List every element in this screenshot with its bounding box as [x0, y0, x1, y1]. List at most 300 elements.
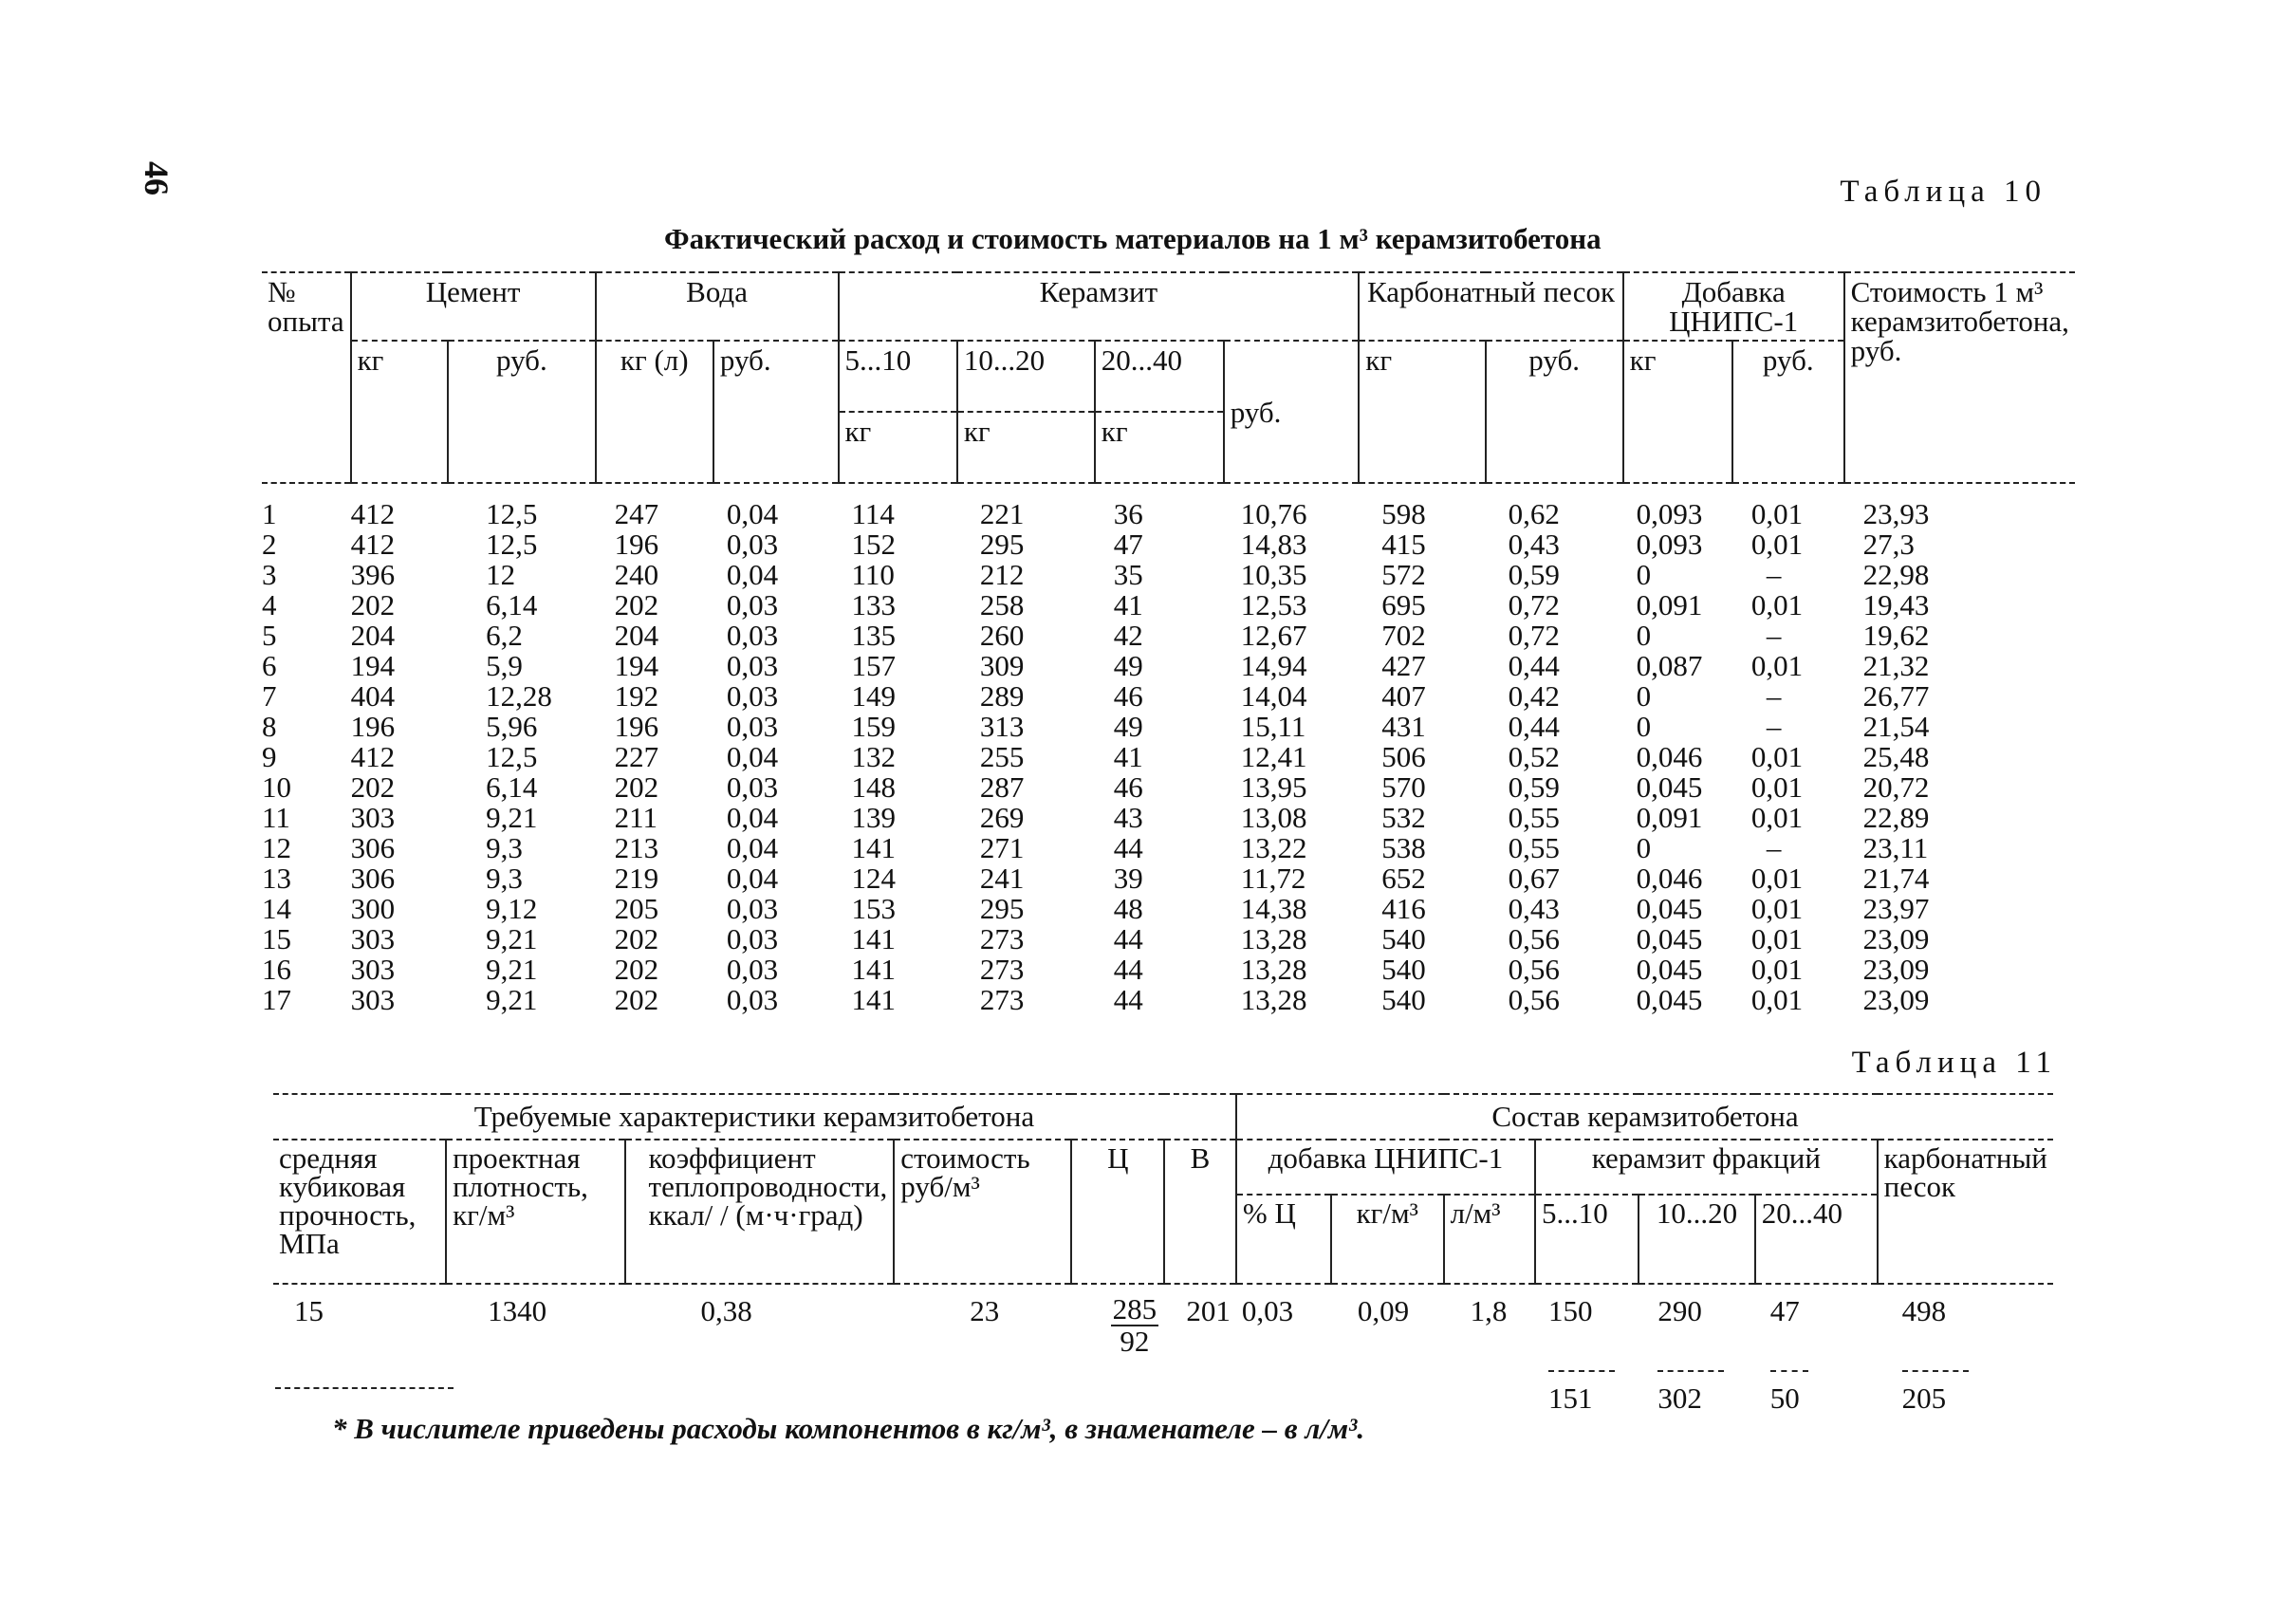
table-cell: 44: [1113, 831, 1143, 864]
table-cell: 23,11: [1862, 831, 1929, 864]
table-cell: 540: [1381, 983, 1426, 1016]
table-cell: 0,59: [1508, 770, 1560, 804]
table-cell: 8: [262, 710, 277, 743]
th11-composition: Состав керамзитобетона: [1236, 1094, 2053, 1140]
table-cell: 0,03: [726, 770, 779, 804]
th-frac2-kg: кг: [957, 412, 1095, 483]
table-cell: 412: [350, 740, 396, 773]
table-row: [262, 803, 2075, 833]
table-cell: 1: [262, 497, 277, 530]
table-cell: 412: [350, 528, 396, 561]
table-cell: 0,03: [726, 679, 779, 713]
table-cell: 0,03: [726, 922, 779, 955]
table-cell: 0,43: [1508, 892, 1560, 925]
th-keramzit: Керамзит: [839, 272, 1360, 341]
th11-kg-m3: кг/м³: [1331, 1195, 1444, 1284]
table-cell: 0,56: [1508, 983, 1560, 1016]
table-cell: 0,67: [1508, 862, 1560, 895]
table10: [262, 271, 2075, 1015]
t11-frac1-den: 151: [1547, 1381, 1593, 1415]
th-frac2: 10...20: [957, 341, 1095, 412]
table-cell: 0,04: [726, 831, 779, 864]
t11-frac1: [1535, 1284, 1639, 1359]
table11-label: Таблица 11: [1851, 1046, 2057, 1080]
th-frac1-kg: кг: [839, 412, 957, 483]
table-row: [262, 560, 2075, 590]
table-cell: 0,093: [1636, 497, 1703, 530]
table-cell: 12,53: [1240, 588, 1307, 621]
table-cell: 27,3: [1862, 528, 1915, 561]
table-cell: 303: [350, 983, 396, 1016]
th-cement: Цемент: [351, 272, 596, 341]
table-cell: 205: [614, 892, 659, 925]
divider: [275, 1387, 454, 1389]
th-cement-kg: кг: [351, 341, 448, 483]
table-cell: 46: [1113, 679, 1143, 713]
table-row: [262, 833, 2075, 863]
table-cell: 141: [851, 983, 896, 1016]
t11-v: 201: [1186, 1294, 1231, 1327]
table-cell: 14,04: [1240, 679, 1307, 713]
table-cell: 10,35: [1240, 558, 1307, 591]
table-cell: 14: [262, 892, 291, 925]
table-cell: 9: [262, 740, 277, 773]
table-cell: 295: [979, 892, 1025, 925]
table-cell: 202: [614, 953, 659, 986]
table-cell: 0,59: [1508, 558, 1560, 591]
table-cell: 241: [979, 862, 1025, 895]
table-cell: 13,28: [1240, 922, 1307, 955]
table-cell: 20,72: [1862, 770, 1930, 804]
th11-l-m3: л/м³: [1444, 1195, 1535, 1284]
table-cell: 196: [614, 710, 659, 743]
table-row: [262, 772, 2075, 803]
th11-additive: добавка ЦНИПС-1: [1236, 1140, 1535, 1195]
table-cell: 0,04: [726, 558, 779, 591]
table-row: [262, 894, 2075, 924]
table-cell: 0,091: [1636, 801, 1703, 834]
table-cell: 6,14: [486, 588, 538, 621]
table-cell: 141: [851, 953, 896, 986]
table-cell: 219: [614, 862, 659, 895]
table-cell: 12: [262, 831, 291, 864]
table-cell: 570: [1381, 770, 1426, 804]
table-row: [262, 529, 2075, 560]
th-sand-rub: руб.: [1486, 341, 1623, 483]
table11: [273, 1093, 2053, 1416]
table-cell: 0,03: [726, 953, 779, 986]
table-cell: 21,32: [1862, 649, 1930, 682]
table-cell: 204: [350, 619, 396, 652]
th-additive: Добавка ЦНИПС-1: [1623, 272, 1844, 341]
table-cell: 19,43: [1862, 588, 1930, 621]
t11-cost: 23: [970, 1294, 1000, 1327]
th11-cost: стоимость руб/м³: [894, 1140, 1071, 1284]
table-row: [262, 924, 2075, 955]
table-cell: 11: [262, 801, 290, 834]
table-cell: 13,22: [1240, 831, 1307, 864]
table-cell: 15: [262, 922, 291, 955]
table-cell: 12,5: [486, 497, 538, 530]
table-cell: 287: [979, 770, 1025, 804]
t11-frac3-den: 50: [1769, 1381, 1800, 1415]
th11-frac2: 10...20: [1639, 1195, 1754, 1284]
table-row: [262, 955, 2075, 985]
t11-c-num: 285: [1112, 1292, 1157, 1326]
table-cell: 0,01: [1750, 953, 1804, 986]
table-cell: 46: [1113, 770, 1143, 804]
table-cell: 23,09: [1862, 922, 1930, 955]
table-cell: 12,5: [486, 528, 538, 561]
table-cell: 0,62: [1508, 497, 1560, 530]
table-cell: 0,04: [726, 497, 779, 530]
table-cell: 23,97: [1862, 892, 1930, 925]
table-cell: 271: [979, 831, 1025, 864]
table-cell: 0,01: [1750, 922, 1804, 955]
table-cell: 39: [1113, 862, 1143, 895]
table-cell: 10: [262, 770, 291, 804]
th11-keramzit: керамзит фракций: [1535, 1140, 1878, 1195]
th11-sand: карбонатный песок: [1878, 1140, 2053, 1284]
table-cell: 0,55: [1508, 801, 1560, 834]
table-cell: 17: [262, 983, 291, 1016]
table-cell: 0,44: [1508, 649, 1560, 682]
t11-pct-c: 0,03: [1241, 1294, 1294, 1327]
table-cell: 9,21: [486, 953, 538, 986]
table-cell: 0,52: [1508, 740, 1560, 773]
table-cell: 153: [851, 892, 896, 925]
table-cell: 26,77: [1862, 679, 1930, 713]
table-cell: 135: [851, 619, 896, 652]
table-cell: 412: [350, 497, 396, 530]
th11-c: Ц: [1071, 1140, 1164, 1284]
table-cell: 43: [1113, 801, 1143, 834]
t11-sand-den: 205: [1901, 1381, 1947, 1415]
table-cell: 114: [851, 497, 895, 530]
table-cell: 41: [1113, 588, 1143, 621]
table-cell: 194: [350, 649, 396, 682]
table-cell: 0: [1636, 679, 1652, 713]
table-cell: 0,01: [1750, 892, 1804, 925]
table-cell: 6: [262, 649, 277, 682]
table-cell: 15,11: [1240, 710, 1306, 743]
t11-frac3-num: 47: [1769, 1294, 1800, 1327]
table-cell: 212: [979, 558, 1025, 591]
table-row: [262, 681, 2075, 712]
table-cell: 269: [979, 801, 1025, 834]
table-cell: 21,54: [1862, 710, 1930, 743]
table-cell: 407: [1381, 679, 1426, 713]
table-cell: 49: [1113, 710, 1143, 743]
table-cell: 273: [979, 922, 1025, 955]
table-cell: 12: [486, 558, 516, 591]
table-row: [262, 985, 2075, 1015]
table-cell: 41: [1113, 740, 1143, 773]
table-row: [262, 483, 2075, 529]
table-cell: 7: [262, 679, 277, 713]
th11-strength: средняя кубиковая прочность, МПа: [273, 1140, 446, 1284]
page-number: 46: [138, 161, 176, 195]
t11-density: 1340: [488, 1294, 547, 1327]
th11-v: В: [1164, 1140, 1236, 1284]
table-cell: 0,045: [1636, 922, 1703, 955]
table-cell: 5,96: [486, 710, 538, 743]
table-cell: 0,045: [1636, 770, 1703, 804]
table-cell: 695: [1381, 588, 1426, 621]
th-add-kg: кг: [1623, 341, 1732, 483]
table-cell: 0,01: [1750, 983, 1804, 1016]
table-cell: 4: [262, 588, 277, 621]
table-cell: 415: [1381, 528, 1426, 561]
table-cell: 196: [350, 710, 396, 743]
table-cell: 303: [350, 922, 396, 955]
table10-label: Таблица 10: [1840, 175, 2046, 209]
table-cell: 23,09: [1862, 953, 1930, 986]
t11-sand: [1878, 1284, 2053, 1359]
table-cell: 9,21: [486, 983, 538, 1016]
table-cell: 149: [851, 679, 896, 713]
table-cell: 202: [614, 922, 659, 955]
table-cell: 5: [262, 619, 277, 652]
table-cell: 11,72: [1240, 862, 1306, 895]
table-cell: 19,62: [1862, 619, 1930, 652]
table-cell: 572: [1381, 558, 1426, 591]
th-keramzit-rub: руб.: [1224, 341, 1360, 483]
table-cell: 0,01: [1750, 740, 1804, 773]
table-cell: 211: [614, 801, 657, 834]
table-cell: 0,01: [1750, 497, 1804, 530]
table-cell: 13,08: [1240, 801, 1307, 834]
table11-row: [273, 1284, 2053, 1359]
th-water-kg: кг (л): [596, 341, 713, 483]
table-cell: 0,03: [726, 892, 779, 925]
th11-conductivity: коэффициент теплопроводности, ккал/ / (м·ч·град): [625, 1140, 895, 1284]
table-cell: –: [1766, 619, 1782, 652]
th11-required: Требуемые характеристики керамзитобетона: [273, 1094, 1236, 1140]
table-cell: 194: [614, 649, 659, 682]
table-cell: 9,21: [486, 801, 538, 834]
table-cell: 12,67: [1240, 619, 1307, 652]
t11-frac2: [1639, 1284, 1754, 1359]
table-cell: 396: [350, 558, 396, 591]
table-cell: 0,01: [1750, 801, 1804, 834]
table-cell: 0,03: [726, 983, 779, 1016]
t11-frac3: [1755, 1284, 1878, 1359]
table-cell: 273: [979, 983, 1025, 1016]
table-cell: 0,04: [726, 801, 779, 834]
table-cell: 0,01: [1750, 528, 1804, 561]
table10-title: Фактический расход и стоимость материалов на 1 м³ керамзитобетона: [664, 222, 1602, 255]
table-cell: 273: [979, 953, 1025, 986]
table-cell: 0,44: [1508, 710, 1560, 743]
table-cell: 124: [851, 862, 896, 895]
table-cell: 44: [1113, 983, 1143, 1016]
table-cell: 13: [262, 862, 291, 895]
table11-den-row: [273, 1359, 2053, 1416]
table-cell: 12,5: [486, 740, 538, 773]
table-cell: 9,3: [486, 831, 523, 864]
table-cell: 14,38: [1240, 892, 1307, 925]
table-cell: 3: [262, 558, 277, 591]
table-cell: 0,04: [726, 740, 779, 773]
table-cell: 49: [1113, 649, 1143, 682]
th11-frac3: 20...40: [1755, 1195, 1878, 1284]
table-cell: 0: [1636, 710, 1652, 743]
table-cell: 295: [979, 528, 1025, 561]
table-cell: 306: [350, 862, 396, 895]
table-cell: 10,76: [1240, 497, 1307, 530]
th-sand: Карбонатный песок: [1359, 272, 1622, 341]
table-cell: 0,01: [1750, 588, 1804, 621]
table-cell: 110: [851, 558, 895, 591]
table-cell: –: [1766, 558, 1782, 591]
t11-strength: 15: [294, 1294, 324, 1327]
table-cell: 0,087: [1636, 649, 1703, 682]
table-cell: 0: [1636, 558, 1652, 591]
table-cell: 6,2: [486, 619, 523, 652]
table-cell: –: [1766, 710, 1782, 743]
table-cell: 9,12: [486, 892, 538, 925]
table-cell: 0,03: [726, 710, 779, 743]
table-cell: 0: [1636, 619, 1652, 652]
table-cell: 289: [979, 679, 1025, 713]
table-cell: 152: [851, 528, 896, 561]
table-cell: 0,091: [1636, 588, 1703, 621]
table-cell: –: [1766, 831, 1782, 864]
t11-c-den: 92: [1120, 1325, 1150, 1358]
table-cell: 221: [979, 497, 1025, 530]
table-cell: 0,045: [1636, 892, 1703, 925]
table-cell: 213: [614, 831, 659, 864]
table-cell: 48: [1113, 892, 1143, 925]
table-cell: 0,56: [1508, 953, 1560, 986]
table-cell: 0,01: [1750, 862, 1804, 895]
table-cell: 303: [350, 953, 396, 986]
table-cell: 12,41: [1240, 740, 1307, 773]
table-row: [262, 742, 2075, 772]
t11-l-m3: 1,8: [1470, 1294, 1508, 1327]
table-cell: 0,01: [1750, 770, 1804, 804]
table-cell: 538: [1381, 831, 1426, 864]
table-cell: 204: [614, 619, 659, 652]
th-sand-kg: кг: [1359, 341, 1485, 483]
table-cell: –: [1766, 679, 1782, 713]
table-cell: 2: [262, 528, 277, 561]
table-cell: 133: [851, 588, 896, 621]
table-cell: 506: [1381, 740, 1426, 773]
table-cell: 13,28: [1240, 983, 1307, 1016]
table-cell: 192: [614, 679, 659, 713]
table-cell: 202: [614, 770, 659, 804]
th-cost: Стоимость 1 м³ керамзитобетона, руб.: [1844, 272, 2075, 483]
th11-frac1: 5...10: [1535, 1195, 1639, 1284]
table10-body: [262, 483, 2075, 1015]
table-cell: 0,43: [1508, 528, 1560, 561]
table-cell: 0,72: [1508, 588, 1560, 621]
th-frac3: 20...40: [1095, 341, 1224, 412]
table-cell: 6,14: [486, 770, 538, 804]
table-row: [262, 651, 2075, 681]
table-cell: 202: [614, 983, 659, 1016]
footnote: * В числителе приведены расходы компонентов в кг/м³, в знаменателе – в л/м³.: [332, 1412, 1365, 1445]
table-cell: 36: [1113, 497, 1143, 530]
table-cell: 159: [851, 710, 896, 743]
table-cell: 35: [1113, 558, 1143, 591]
th-frac3-kg: кг: [1095, 412, 1224, 483]
th11-pct-c: % Ц: [1236, 1195, 1331, 1284]
table-cell: 0,03: [726, 528, 779, 561]
th-frac1: 5...10: [839, 341, 957, 412]
table-cell: 12,28: [486, 679, 552, 713]
table-cell: 157: [851, 649, 896, 682]
table-cell: 227: [614, 740, 659, 773]
table-cell: 14,94: [1240, 649, 1307, 682]
th-cement-rub: руб.: [448, 341, 596, 483]
table-cell: 532: [1381, 801, 1426, 834]
table-cell: 21,74: [1862, 862, 1930, 895]
t11-conductivity: 0,38: [700, 1294, 752, 1327]
table-cell: 47: [1113, 528, 1143, 561]
table-cell: 0,01: [1750, 649, 1804, 682]
table-cell: 0,093: [1636, 528, 1703, 561]
table-cell: 202: [614, 588, 659, 621]
table-cell: 0: [1636, 831, 1652, 864]
table-row: [262, 621, 2075, 651]
table-cell: 141: [851, 831, 896, 864]
table-cell: 598: [1381, 497, 1426, 530]
table-cell: 0,03: [726, 619, 779, 652]
table-cell: 427: [1381, 649, 1426, 682]
table-cell: 0,03: [726, 588, 779, 621]
table-cell: 260: [979, 619, 1025, 652]
table-cell: 5,9: [486, 649, 523, 682]
th-water: Вода: [596, 272, 839, 341]
table-cell: 0,72: [1508, 619, 1560, 652]
table-cell: 202: [350, 770, 396, 804]
table-cell: 13,28: [1240, 953, 1307, 986]
table-cell: 23,93: [1862, 497, 1930, 530]
th-num: № опыта: [262, 272, 351, 483]
table-cell: 196: [614, 528, 659, 561]
table-cell: 0,55: [1508, 831, 1560, 864]
table-cell: 0,03: [726, 649, 779, 682]
table-cell: 0,046: [1636, 862, 1703, 895]
table-cell: 0,42: [1508, 679, 1560, 713]
table-cell: 132: [851, 740, 896, 773]
table-cell: 0,56: [1508, 922, 1560, 955]
table-cell: 44: [1113, 953, 1143, 986]
table-cell: 9,21: [486, 922, 538, 955]
th-water-rub: руб.: [713, 341, 839, 483]
t11-c: [1071, 1284, 1164, 1359]
table-cell: 404: [350, 679, 396, 713]
table-cell: 0,04: [726, 862, 779, 895]
table-cell: 247: [614, 497, 659, 530]
t11-frac2-num: 290: [1657, 1294, 1702, 1327]
table-cell: 14,83: [1240, 528, 1307, 561]
table-row: [262, 712, 2075, 742]
table-cell: 25,48: [1862, 740, 1930, 773]
table-row: [262, 590, 2075, 621]
table-cell: 139: [851, 801, 896, 834]
table-row: [262, 863, 2075, 894]
table-cell: 9,3: [486, 862, 523, 895]
table-cell: 258: [979, 588, 1025, 621]
t11-frac1-num: 150: [1547, 1294, 1593, 1327]
table-cell: 540: [1381, 922, 1426, 955]
table-cell: 540: [1381, 953, 1426, 986]
table-cell: 0,046: [1636, 740, 1703, 773]
